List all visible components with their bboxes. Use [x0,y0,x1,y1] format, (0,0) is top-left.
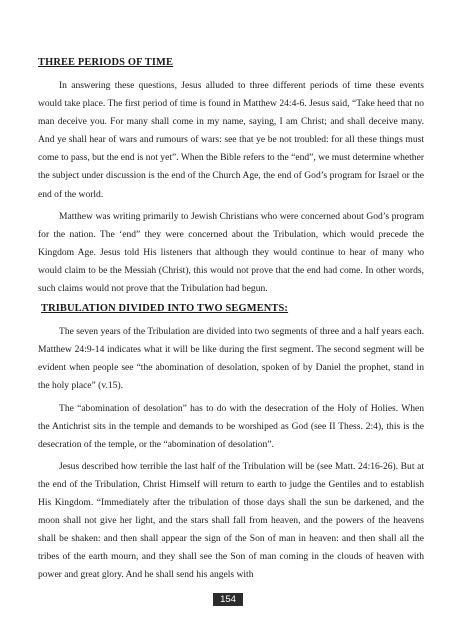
paragraph: The “abomination of desolation” has to do with the desecration of the Holy of Holies. When the Antichrist sits in the temple and demands to be worshiped as God (see II Thess. 2:4), this is the desecration of the temple, or the “abomination of desolation”. [38,402,424,450]
paragraph: The seven years of the Tribulation are divided into two segments of three and a half years each. Matthew 24:9-14 indicates what it will be like during the first segment. The second segment will be evident when people see “the abomination of desolation, spoken of by Daniel the prophet, stand in the holy place” (v.15). [38,326,424,392]
section-heading-three-periods: THREE PERIODS OF TIME [38,57,174,68]
paragraph: In answering these questions, Jesus alluded to three different periods of time these events would take place. The first period of time is found in Matthew 24:4-6. Jesus said, “Take heed that no man deceive you. For many shall come in my name, saying, I am Christ; and shall deceive many. And ye shall hear of wars and rumours of wars: see that ye be not troubled: for all these things must come to pass, but the end is not yet”. When the Bible refers to the “end”, we must determine whether the subject under discussion is the end of the Church Age, the end of God’s program for Israel or the end of the world. [38,80,424,200]
page-number: 154 [213,593,243,606]
paragraph: Jesus described how terrible the last half of the Tribulation will be (see Matt. 24:16-26). But at the end of the Tribulation, Christ Himself will return to earth to judge the Gentiles and to establish His Kingdom. “Immediately after the tribulation of those days shall the sun be darkened, and the moon shall not give her light, and the stars shall fall from heaven, and the powers of the heavens shall be shaken: and then shall appear the sign of the Son of man in heaven: and then shall all the tribes of the earth mourn, and they shall see the Son of man coming in the clouds of heaven with power and great glory. And he shall send his angels with [38,460,424,581]
document-page [38,56,424,588]
paragraph: Matthew was writing primarily to Jewish Christians who were concerned about God’s program for the nation. The ‘end” they were concerned about the Tribulation, which would precede the Kingdom Age. Jesus told His listeners that although they would continue to hear of many who would claim to be the Messiah (Christ), this would not prove that the end had come. In other words, such claims would not prove that the Tribulation had begun. [38,210,424,295]
section-heading-tribulation-segments: TRIBULATION DIVIDED INTO TWO SEGMENTS: [41,303,289,315]
